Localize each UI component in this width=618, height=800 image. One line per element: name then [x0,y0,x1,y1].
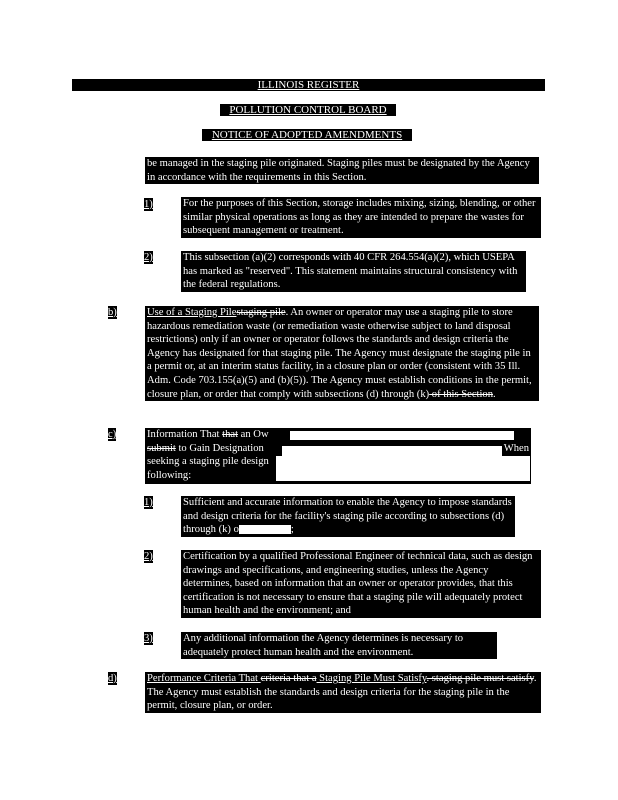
redaction-c-line1 [290,431,514,440]
subsection-c2-mark: 2) [144,551,153,562]
subsection-a2-text: This subsection (a)(2) corresponds with 40 CFR 264.554(a)(2), which USEPA has marked as "reserved". This statement maintains structural consistency with the federal regulations. [181,251,526,292]
subsection-d-text: Performance Criteria That criteria that a Staging Pile Must Satisfy. staging pile must satisfy. The Agency must establish the standards and design criteria for the staging pile in the permit, closure plan, or order. [145,672,541,713]
subsection-a1-text: For the purposes of this Section, storage includes mixing, sizing, blending, or other similar physical operations as long as they are intended to prepare the wastes for subsequent management or treatment. [181,197,541,238]
redaction-c-line2 [282,446,502,456]
subsection-c-line3: seeking a staging pile design [147,456,269,468]
subsection-c-line1: Information That that an Ow [147,429,269,440]
subsection-a1-mark: 1) [144,199,153,210]
notice-title: NOTICE OF ADOPTED AMENDMENTS [202,129,412,141]
subsection-c-mark: c) [108,429,117,440]
subsection-b-struck-end: of this Section [429,388,494,400]
subsection-c1-text: Sufficient and accurate information to enable the Agency to impose standards and design criteria for the facility's staging pile according to subsections (d) through (k) o ; [181,496,515,537]
subsection-b-text [145,306,539,401]
subsection-c1-mark: 1) [144,497,153,508]
board-title: POLLUTION CONTROL BOARD [220,104,396,116]
subsection-b-struck: staging pile [236,307,286,318]
subsection-c3-mark: 3) [144,633,153,644]
continuation-paragraph: be managed in the staging pile originated. Staging piles must be designated by the Agency in accordance with the requirements in this Section. [145,157,539,184]
subsection-b-body: . An owner or operator may use a staging pile to store hazardous remediation waste (or remediation waste otherwise subject to land disposal restrictions) only if an owner or operator follows the standards and design criteria the Agency has designated for that staging pile. The Agency must designate the staging pile in a permit or, at an interim status facility, in a closure plan or order (consistent with 35 Ill. Adm. Code 703.155(a)(5) and (b)(5)). The Agency must establish conditions in the permit, closure plan, or order that comply with subsections (d) through (k) [147,307,532,400]
subsection-c-line2: submit to Gain Designation When [147,442,529,454]
subsection-a2-mark: 2) [144,252,153,263]
subsection-c-line4: following: [147,469,192,481]
subsection-c2-text: Certification by a qualified Professional Engineer of technical data, such as design drawings and specifications, and engineering studies, unless the Agency determines, based on information that an owner or operator provides, that this certification is not necessary to ensure that a staging pile will adequately protect human health and the environment; and [181,550,541,618]
subsection-c3-text: Any additional information the Agency determines is necessary to adequately protect human health and the environment. [181,632,497,659]
register-title: ILLINOIS REGISTER [72,79,545,91]
redaction-c-lines3-4 [276,456,530,481]
subsection-b-period: . [493,388,496,400]
subsection-b-heading: Use of a Staging Pile [147,307,237,318]
subsection-b-mark: b) [108,307,117,318]
subsection-d-mark: d) [108,673,117,684]
redaction-c1 [239,525,291,534]
